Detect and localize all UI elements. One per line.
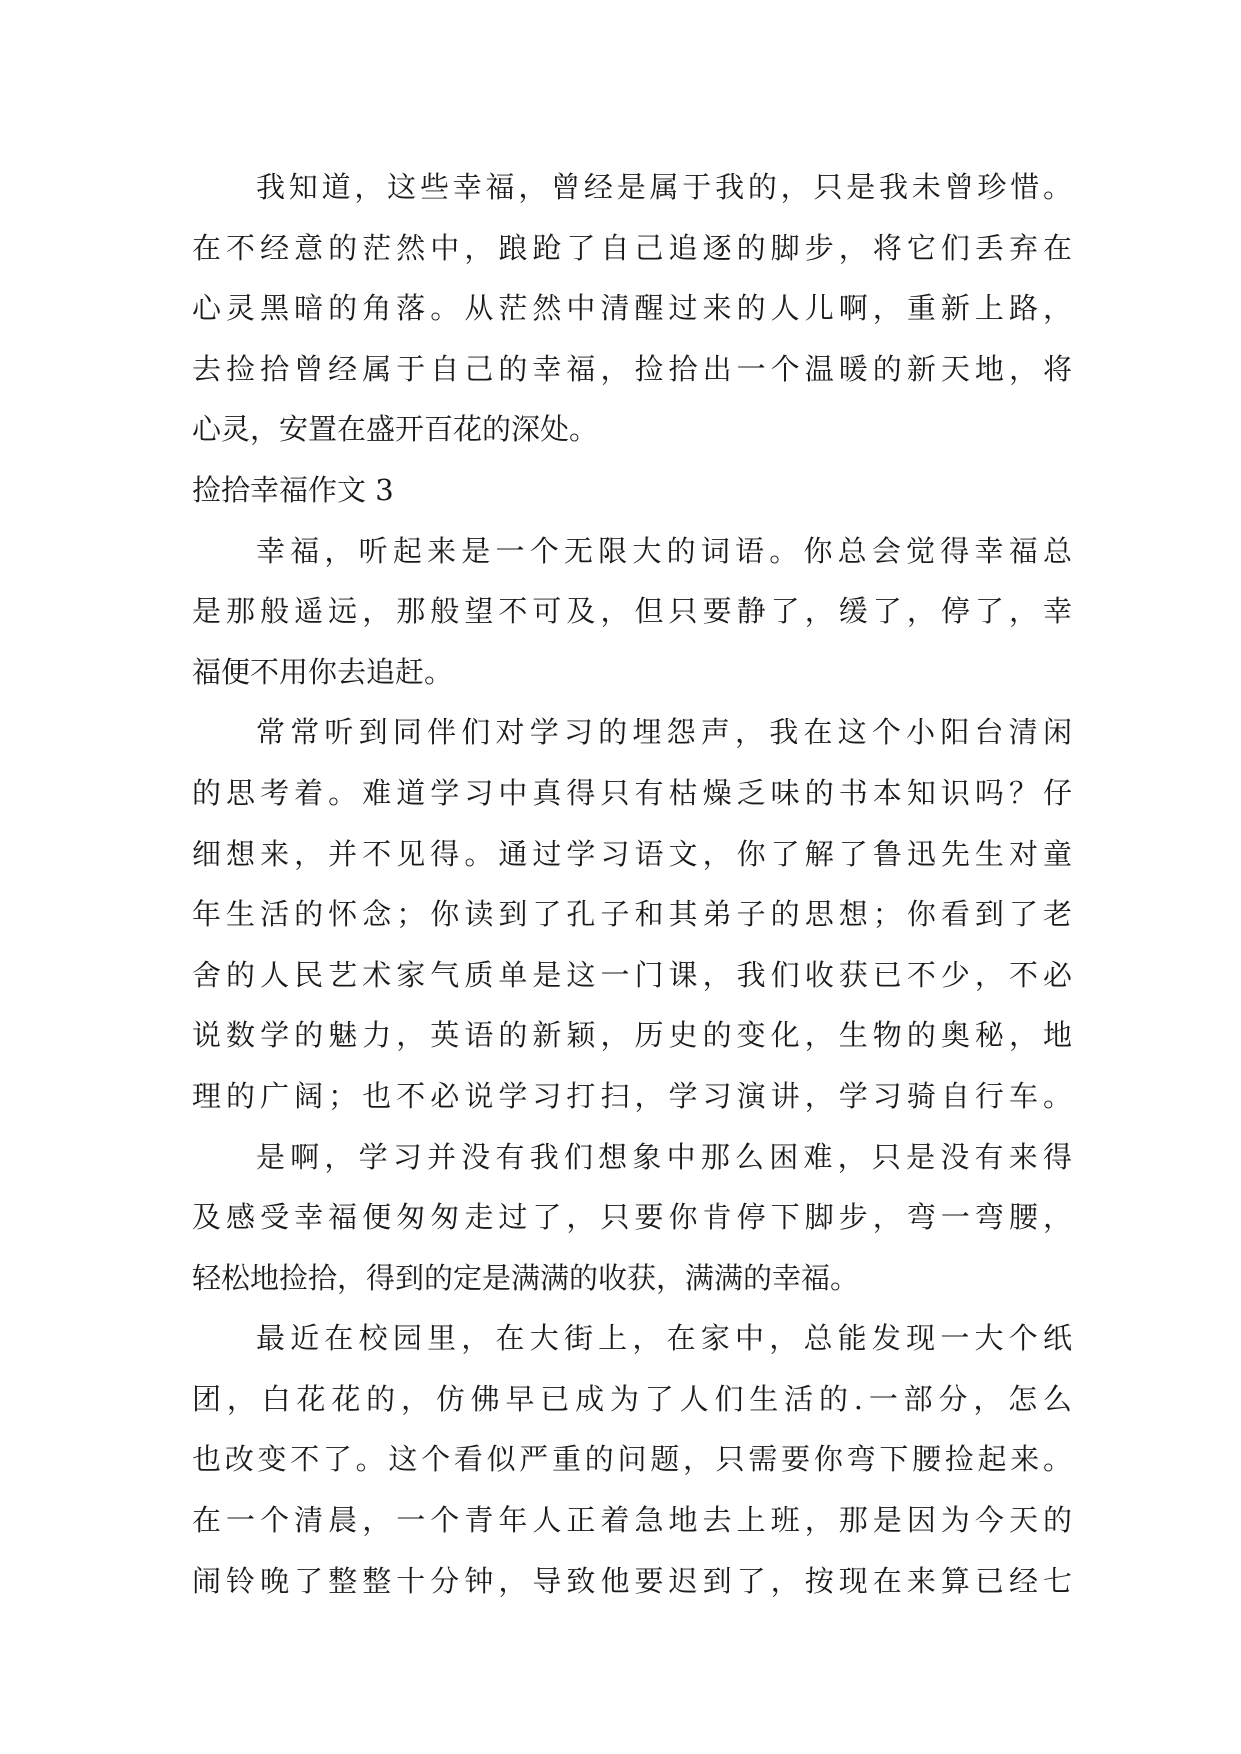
document-body [192,157,1072,1611]
paragraph-line: 福便不用你去追赶。 [192,654,454,689]
paragraph-line: 最近在校园里，在大街上，在家中，总能发现一大个纸 [256,1321,1072,1356]
paragraph-line: 年生活的怀念；你读到了孔子和其弟子的思想；你看到了老 [192,897,1072,932]
paragraph-line: 在不经意的茫然中，踉跄了自己追逐的脚步，将它们丢弃在 [192,230,1072,265]
paragraph-line: 团，白花花的，仿佛早已成为了人们生活的.一部分，怎么 [192,1381,1072,1416]
paragraph-line: 舍的人民艺术家气质单是这一门课，我们收获已不少，不必 [192,957,1072,992]
paragraph-line: 的思考着。难道学习中真得只有枯燥乏味的书本知识吗？仔 [192,775,1072,810]
paragraph-line: 闹铃晚了整整十分钟，导致他要迟到了，按现在来算已经七 [192,1563,1072,1598]
paragraph-line: 理的广阔；也不必说学习打扫，学习演讲，学习骑自行车。 [192,1078,1072,1113]
paragraph-line: 幸福，听起来是一个无限大的词语。你总会觉得幸福总 [256,533,1072,568]
paragraph-line: 去捡拾曾经属于自己的幸福，捡拾出一个温暖的新天地，将 [192,351,1072,386]
paragraph-line: 在一个清晨，一个青年人正着急地去上班，那是因为今天的 [192,1503,1072,1538]
paragraph-line: 及感受幸福便匆匆走过了，只要你肯停下脚步，弯一弯腰， [192,1200,1072,1235]
paragraph-line: 心灵黑暗的角落。从茫然中清醒过来的人儿啊，重新上路， [192,291,1072,326]
paragraph-line: 也改变不了。这个看似严重的问题，只需要你弯下腰捡起来。 [192,1442,1072,1477]
paragraph-line: 细想来，并不见得。通过学习语文，你了解了鲁迅先生对童 [192,836,1072,871]
paragraph-line: 说数学的魅力，英语的新颖，历史的变化，生物的奥秘，地 [192,1018,1072,1053]
paragraph-line: 是啊，学习并没有我们想象中那么困难，只是没有来得 [256,1139,1072,1174]
paragraph-line: 心灵，安置在盛开百花的深处。 [192,412,599,447]
paragraph-line: 我知道，这些幸福，曾经是属于我的，只是我未曾珍惜。 [256,170,1072,204]
paragraph-line: 轻松地捡拾，得到的定是满满的收获，满满的幸福。 [192,1260,860,1295]
paragraph-line: 常常听到同伴们对学习的埋怨声，我在这个小阳台清闲 [256,715,1072,750]
paragraph-line: 是那般遥远，那般望不可及，但只要静了，缓了，停了，幸 [192,594,1072,629]
section-heading: 捡拾幸福作文 3 [192,472,394,507]
